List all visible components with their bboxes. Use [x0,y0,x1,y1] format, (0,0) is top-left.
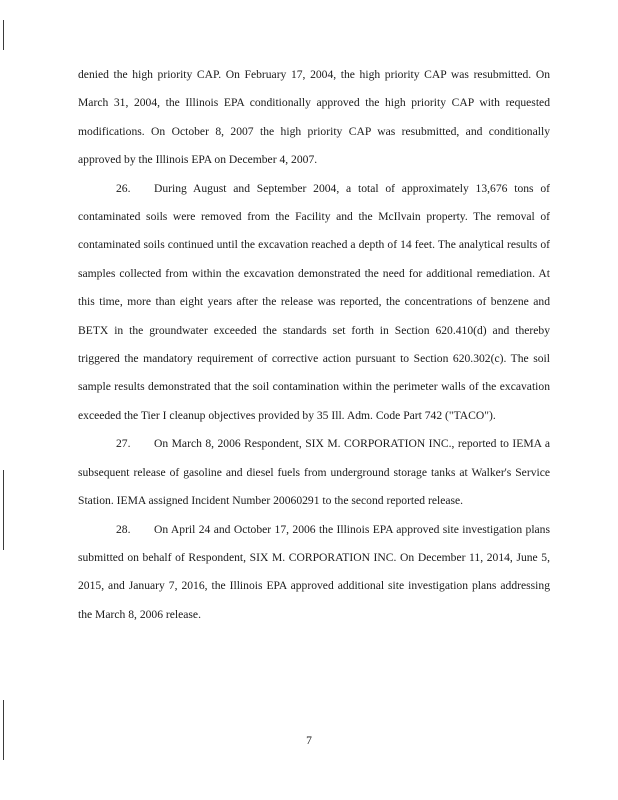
paragraph-text: On April 24 and October 17, 2006 the Illinois EPA approved site investigation plans submitted on behalf of Respondent, SIX M. CORPORATION INC. On December 11, 2014, June 5, 2015, and January 7, 2016, the Illinois EPA approved additional site investigation plans addressing the March 8, 2006 release. [78,522,550,621]
scan-edge-mark-bottom [3,700,4,760]
paragraph-27 [78,430,550,515]
page-number: 7 [306,734,312,747]
document-body [78,61,550,629]
paragraph-text: denied the high priority CAP. On February 17, 2004, the high priority CAP was resubmitted. On March 31, 2004, the Illinois EPA conditionally approved the high priority CAP with requested modifications. On October 8, 2007 the high priority CAP was resubmitted, and conditionally approved by the Illinois EPA on December 4, 2007. [78,68,550,167]
scan-edge-mark-top [3,20,4,50]
scan-edge-mark-middle [3,470,4,550]
paragraph-26 [78,175,550,431]
paragraph-28 [78,516,550,630]
paragraph-text: On March 8, 2006 Respondent, SIX M. CORPORATION INC., reported to IEMA a subsequent release of gasoline and diesel fuels from underground storage tanks at Walker's Service Station. IEMA assigned Incident Number 20060291 to the second reported release. [78,437,550,508]
paragraph-text: During August and September 2004, a total of approximately 13,676 tons of contaminated soils were removed from the Facility and the McIlvain property. The removal of contaminated soils continued until the excavation reached a depth of 14 feet. The analytical results of samples collected from within the excavation demonstrated the need for additional remediation. At this time, more than eight years after the release was reported, the concentrations of benzene and BETX in the groundwater exceeded the standards set forth in Section 620.410(d) and thereby triggered the mandatory requirement of corrective action pursuant to Section 620.302(c). The soil sample results demonstrated that the soil contamination within the perimeter walls of the excavation exceeded the Tier I cleanup objectives provided by 35 Ill. Adm. Code Part 742 ("TACO"). [78,181,550,422]
paragraph-number: 28. [116,522,131,536]
paragraph-number: 27. [116,437,131,451]
paragraph-number: 26. [116,181,131,195]
paragraph-continuation [78,61,550,175]
